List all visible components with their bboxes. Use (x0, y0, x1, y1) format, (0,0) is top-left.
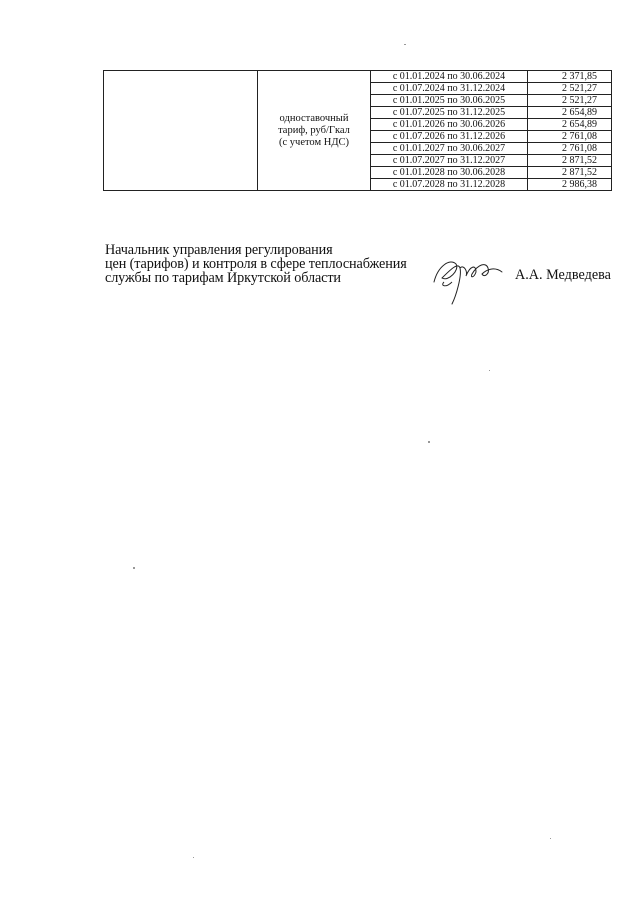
signer-position (105, 243, 407, 285)
tariff-type-line: (с учетом НДС) (279, 136, 349, 148)
position-line-2: цен (тарифов) и контроля в сфере теплоснабжения (105, 256, 407, 272)
period-cell: с 01.07.2025 по 31.12.2025 (371, 107, 528, 119)
tariff-value-cell: 2 521,27 (528, 95, 612, 107)
tariff-value-cell: 2 871,52 (528, 167, 612, 179)
tariff-value-cell: 2 521,27 (528, 83, 612, 95)
tariff-value-cell: 2 654,89 (528, 119, 612, 131)
period-cell: с 01.07.2024 по 31.12.2024 (371, 83, 528, 95)
empty-cell (104, 71, 258, 191)
tariff-value-cell: 2 761,08 (528, 143, 612, 155)
scan-speck (133, 567, 135, 569)
period-cell: с 01.01.2025 по 30.06.2025 (371, 95, 528, 107)
position-line-3: службы по тарифам Иркутской области (105, 270, 341, 286)
tariff-value-cell: 2 371,85 (528, 71, 612, 83)
tariff-type-line: тариф, руб/Гкал (278, 124, 350, 136)
tariff-value-cell: 2 654,89 (528, 107, 612, 119)
signer-name: А.А. Медведева (515, 267, 611, 283)
tariff-table (103, 70, 612, 191)
period-cell: с 01.07.2028 по 31.12.2028 (371, 179, 528, 191)
scan-speck (428, 441, 430, 443)
table-row (104, 71, 612, 83)
scan-speck (193, 857, 194, 858)
position-line-1: Начальник управления регулирования (105, 242, 333, 258)
period-cell: с 01.07.2027 по 31.12.2027 (371, 155, 528, 167)
scan-speck (550, 838, 551, 839)
tariff-value-cell: 2 871,52 (528, 155, 612, 167)
period-cell: с 01.01.2028 по 30.06.2028 (371, 167, 528, 179)
tariff-type-line: одноставочный (279, 112, 349, 124)
period-cell: с 01.01.2027 по 30.06.2027 (371, 143, 528, 155)
handwritten-signature-icon (430, 252, 510, 308)
tariff-type-cell (258, 71, 371, 191)
scan-speck (489, 370, 490, 371)
scan-speck (404, 44, 406, 45)
period-cell: с 01.07.2026 по 31.12.2026 (371, 131, 528, 143)
tariff-value-cell: 2 761,08 (528, 131, 612, 143)
tariff-value-cell: 2 986,38 (528, 179, 612, 191)
period-cell: с 01.01.2026 по 30.06.2026 (371, 119, 528, 131)
period-cell: с 01.01.2024 по 30.06.2024 (371, 71, 528, 83)
